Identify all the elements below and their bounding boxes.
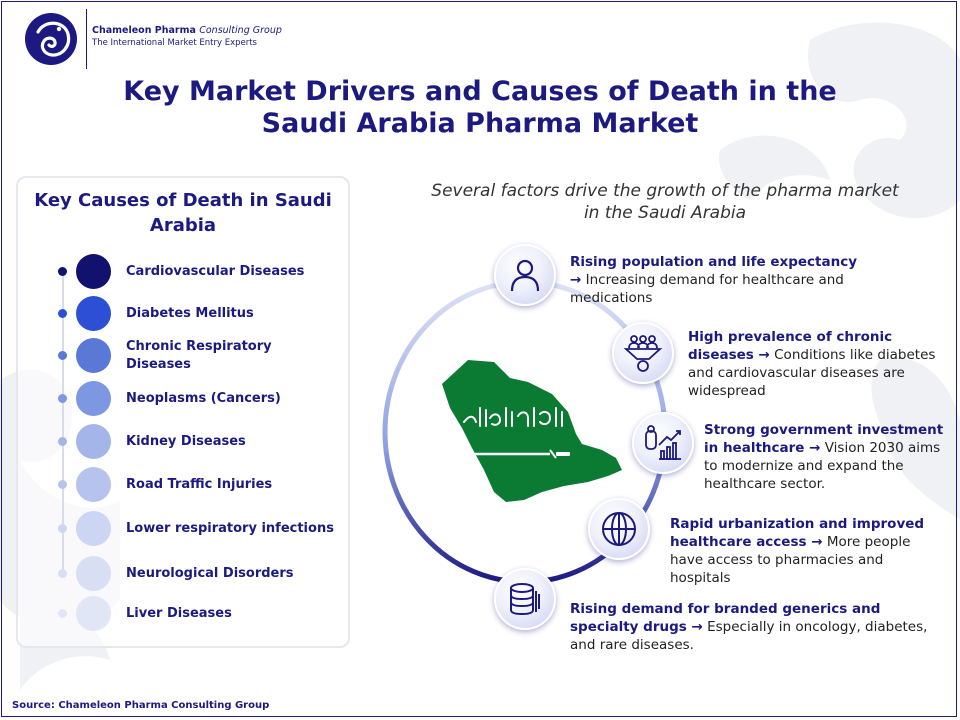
- cause-color-circle: [76, 338, 111, 373]
- timeline-dot: [58, 569, 67, 578]
- driver-text-population: [570, 253, 870, 307]
- driver-heading: High prevalence of chronic diseases →: [688, 329, 893, 363]
- page-title-line-1: Key Market Drivers and Causes of Death in the: [123, 76, 837, 107]
- driver-node-population: [494, 244, 556, 306]
- timeline-dot: [58, 480, 67, 489]
- driver-text-branded-generics: [570, 600, 940, 654]
- timeline-dot: [58, 437, 67, 446]
- cause-color-circle: [76, 467, 111, 502]
- growth-chart-icon: [643, 423, 683, 463]
- driver-heading: Strong government investment in healthcare →: [704, 422, 944, 456]
- causes-of-death-panel: [16, 176, 350, 648]
- brand-name: [92, 25, 282, 36]
- cause-item-diabetes: [18, 294, 348, 334]
- brand-name-bold: Chameleon Pharma: [92, 25, 196, 36]
- logo-divider: [86, 9, 87, 69]
- timeline-dot: [58, 267, 67, 276]
- cause-label: Road Traffic Injuries: [126, 477, 273, 492]
- timeline-dot: [58, 351, 67, 360]
- cause-label: Neurological Disorders: [126, 566, 294, 581]
- cause-label: Cardiovascular Diseases: [126, 264, 305, 279]
- cause-label: Diabetes Mellitus: [126, 306, 254, 321]
- timeline-dot: [58, 394, 67, 403]
- cause-item-neoplasms: [18, 379, 348, 419]
- source-note: Source: Chameleon Pharma Consulting Group: [12, 700, 270, 711]
- globe-icon: [599, 509, 639, 549]
- population-funnel-icon: [623, 333, 663, 373]
- page-title-line-2: Saudi Arabia Pharma Market: [261, 108, 699, 139]
- database-icon: [505, 579, 545, 619]
- driver-text-government-investment: [704, 421, 946, 493]
- brand-name-italic: Consulting Group: [199, 25, 282, 36]
- cause-label: Neoplasms (Cancers): [126, 391, 281, 406]
- cause-item-liver: [18, 594, 348, 634]
- driver-heading: Rising demand for branded generics and specialty drugs →: [570, 601, 881, 635]
- cause-item-kidney: [18, 422, 348, 462]
- timeline-dot: [58, 309, 67, 318]
- cause-color-circle: [76, 424, 111, 459]
- person-icon: [505, 255, 545, 295]
- cause-item-cardiovascular: [18, 252, 348, 292]
- driver-node-branded-generics: [494, 568, 556, 630]
- cause-item-road-traffic: [18, 465, 348, 505]
- driver-description: Conditions like diabetes and cardiovascular diseases are widespread: [688, 347, 936, 399]
- causes-panel-title: Key Causes of Death in Saudi Arabia: [34, 190, 332, 236]
- driver-description: Increasing demand for healthcare and medications: [570, 272, 844, 306]
- cause-item-chronic-respiratory: [18, 336, 348, 376]
- drivers-subtitle: Several factors drive the growth of the pharma market in the Saudi Arabia: [431, 181, 899, 223]
- saudi-arabia-map: [432, 352, 628, 504]
- chameleon-logo-icon: [24, 12, 78, 66]
- brand-tagline: The International Market Entry Experts: [92, 38, 257, 48]
- driver-node-government-investment: [632, 412, 694, 474]
- driver-text-urbanization: [670, 515, 940, 587]
- timeline-dot: [58, 609, 67, 618]
- cause-label: Kidney Diseases: [126, 434, 246, 449]
- cause-label: Chronic Respiratory Diseases: [126, 339, 272, 372]
- cause-color-circle: [76, 596, 111, 631]
- driver-description: Especially in oncology, diabetes, and rare diseases.: [570, 619, 928, 653]
- cause-color-circle: [76, 296, 111, 331]
- driver-heading: Rising population and life expectancy →: [570, 254, 858, 288]
- driver-description: More people have access to pharmacies and hospitals: [670, 534, 911, 586]
- driver-heading: Rapid urbanization and improved healthcare access →: [670, 516, 925, 550]
- cause-label: Liver Diseases: [126, 606, 232, 621]
- timeline-dot: [58, 524, 67, 533]
- cause-item-neurological: [18, 554, 348, 594]
- driver-node-urbanization: [588, 498, 650, 560]
- cause-color-circle: [76, 556, 111, 591]
- driver-description: Vision 2030 aims to modernize and expand the healthcare sector.: [704, 440, 941, 492]
- driver-text-chronic-diseases: [688, 328, 946, 400]
- cause-color-circle: [76, 381, 111, 416]
- cause-color-circle: [76, 254, 111, 289]
- cause-color-circle: [76, 511, 111, 546]
- cause-item-lower-respiratory: [18, 509, 348, 549]
- page-title: [0, 76, 960, 140]
- cause-label: Lower respiratory infections: [126, 521, 334, 536]
- driver-node-chronic-diseases: [612, 322, 674, 384]
